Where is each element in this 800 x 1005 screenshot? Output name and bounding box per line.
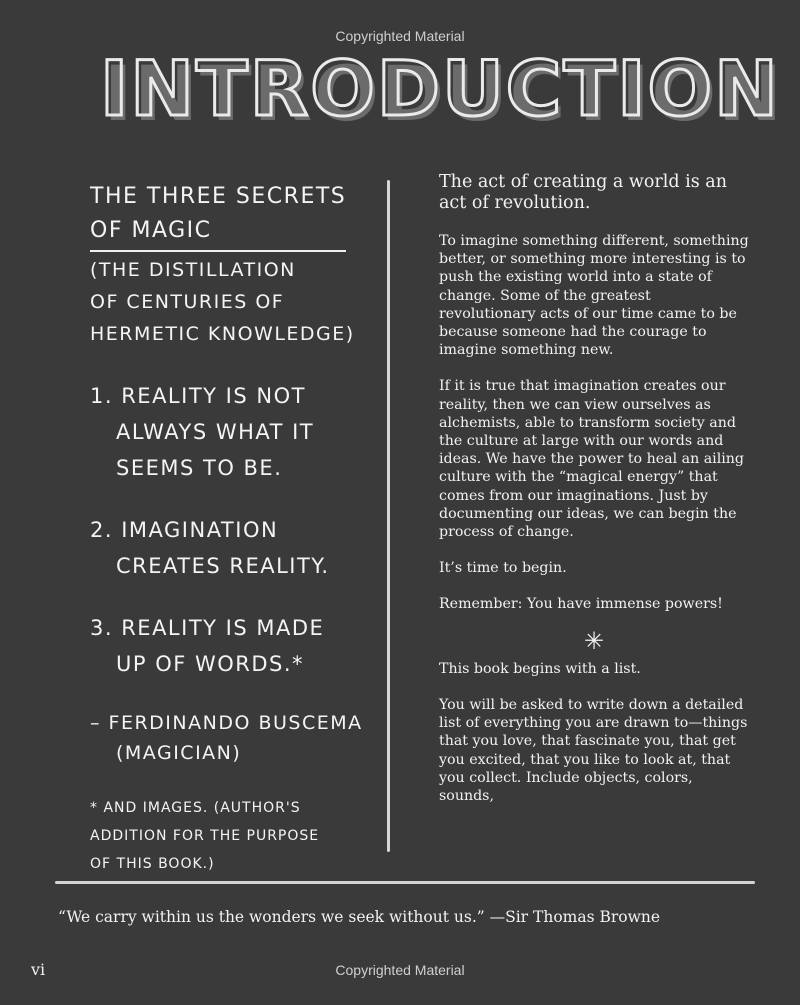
secret-1-line3: SEEMS TO BE. — [116, 456, 283, 480]
paragraph-6: You will be asked to write down a detailed list of everything you are drawn to—things that you love, that fascinate you, that get you excited, that you like to look at, that you collect. Include objects, colors, sounds, — [439, 697, 748, 805]
secret-1-line1: 1. REALITY IS NOT — [90, 384, 306, 408]
footnote — [90, 794, 380, 878]
secrets-heading — [90, 180, 346, 252]
paragraph-4: Remember: You have immense powers! — [439, 596, 723, 613]
footnote-line2: ADDITION FOR THE PURPOSE — [90, 828, 320, 844]
secrets-heading-line2: OF MAGIC — [90, 218, 212, 243]
ornament-icon: ✳ — [583, 626, 605, 655]
secret-2-line2: CREATES REALITY. — [116, 554, 330, 578]
lead-paragraph: The act of creating a world is an act of revolution. — [439, 172, 727, 213]
secrets-heading-line1: THE THREE SECRETS — [90, 184, 347, 209]
footnote-line3: OF THIS BOOK.) — [90, 856, 215, 872]
watermark-top: Copyrighted Material — [335, 28, 465, 44]
secret-3-line2: UP OF WORDS.* — [116, 652, 305, 676]
paragraph-2: If it is true that imagination creates our reality, then we can view ourselves as alchemists, able to transform society and the culture at large with our words and ideas. We have the power to heal an ailing culture with the “magical energy” that comes from our imaginations. Just by documenting our ideas, we can begin the process of change. — [439, 378, 745, 541]
horizontal-divider — [55, 881, 755, 884]
paragraph-5: This book begins with a list. — [439, 660, 641, 677]
page-title: INTRODUCTION — [100, 44, 780, 133]
footnote-line1: * AND IMAGES. (AUTHOR'S — [90, 800, 301, 816]
secrets-list — [90, 378, 380, 682]
secret-1-line2: ALWAYS WHAT IT — [116, 420, 315, 444]
secret-item-2 — [90, 512, 380, 584]
secret-2-line1: 2. IMAGINATION — [90, 518, 279, 542]
body-text-column — [439, 172, 749, 823]
secret-3-line1: 3. REALITY IS MADE — [90, 616, 325, 640]
paragraph-1: To imagine something different, something better, or something more interesting is to push the existing world into a state of change. Some of the greatest revolutionary acts of our time came to be because someone had the courage to imagine something new. — [439, 233, 749, 359]
paragraph-3: It’s time to begin. — [439, 560, 567, 577]
credit-line1: – FERDINANDO BUSCEMA — [90, 712, 363, 734]
handwritten-column — [90, 180, 380, 878]
page-number: vi — [31, 960, 46, 979]
sub-line1: (THE DISTILLATION — [90, 259, 296, 281]
secret-item-1 — [90, 378, 380, 486]
watermark-bottom: Copyrighted Material — [335, 962, 465, 978]
quote-credit — [90, 708, 380, 768]
vertical-divider — [387, 180, 390, 852]
sub-line3: HERMETIC KNOWLEDGE) — [90, 323, 355, 345]
sub-line2: OF CENTURIES OF — [90, 291, 285, 313]
secret-item-3 — [90, 610, 380, 682]
credit-line2: (MAGICIAN) — [116, 742, 242, 764]
secrets-subheading — [90, 254, 380, 350]
epigraph: “We carry within us the wonders we seek without us.” —Sir Thomas Browne — [58, 908, 661, 926]
